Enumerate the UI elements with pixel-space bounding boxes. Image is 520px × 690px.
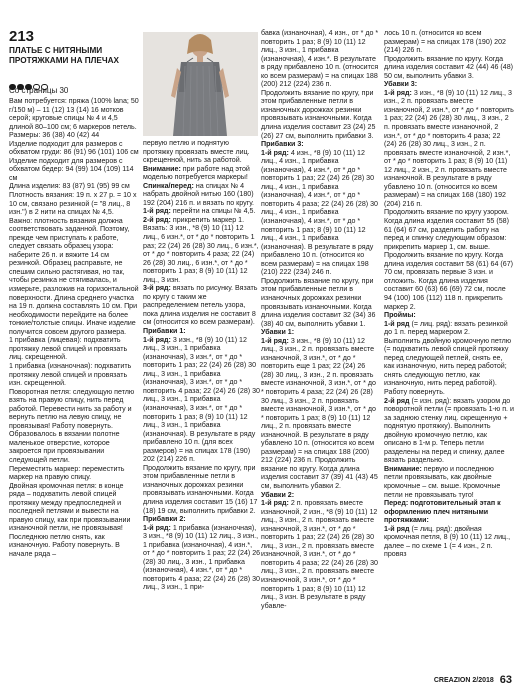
- pattern-number: 213: [9, 28, 35, 45]
- instruction-paragraph: 1-й ряд (= лиц. ряд): вязать резинкой до 1 п. перед маркером 2.: [384, 319, 508, 337]
- pattern-title: ПЛАТЬЕ С НИТЯНЫМИ ПРОТЯЖКАМИ НА ПЛЕЧАХ: [9, 46, 119, 65]
- instruction-paragraph: Изделие подходит для размеров с обхватом груди: 86 (91) 96 (101) 106 см: [9, 139, 139, 157]
- instruction-paragraph: Размеры: 36 (38) 40 (42) 44: [9, 131, 100, 140]
- instruction-paragraph: 1-й ряд (= лиц. ряд): двойная кромочная петля, 8 (9) 10 (11) 12 лиц., далее – по схеме 1 (= 4 изн., 2 п. провяз: [384, 524, 511, 559]
- instruction-paragraph: Прибавки 2:: [143, 515, 186, 524]
- instruction-paragraph: Перед: подготовительный этап к оформлению плеч нитяными протяжками:: [384, 499, 501, 525]
- instruction-paragraph: 1-й ряд: 3 изн., *8 (9) 10 (11) 12 лиц., 3 изн., 2 п. провязать вместе изнаночной, 2 изн.*, от * до * повторить 1 раз; 22 (24) 26 (28) 30 лиц., 3 изн., 2 п. провязать вместе изнаночной, 2 изн.*, от * до * повторить 4 раза; 22 (24) 26 (28) 30 лиц., 3 изн., 2 п. провязать вместе изнаночной, 2 изн.*, от * до * повторить 1 раз; 8 (9) 10 (11) 12 лиц., 2 изн., 2 п. провязать вместе изнаночной. В результате в ряду убавлено 10 п. (относится ко всем размерам) = на спицах 168 (180) 192 (204) 216 п.: [384, 88, 514, 208]
- instruction-paragraph: Продолжить вязание по кругу, при этом прибавленные петли в изнаночных дорожках резинки провязывать изнаночными. Когда длина изделия составит 32 (34) 36 (38) 40 см, выполнить убавки 1.: [261, 276, 376, 328]
- instruction-paragraph: Убавки 1:: [261, 328, 295, 337]
- instruction-paragraph: 2-й ряд (= изн. ряд): вязать узором до поворотной петли (= провязать 1-ю п. и за заднюю стенку лиц. скрещенную + поднятую протяжку). Выполнить двойную кромочную петлю, как описано в 1-м р. Теперь петли разделены на перед и спинку, далее вязать раздельно.: [384, 396, 514, 465]
- instruction-paragraph: Внимание: при работе над этой моделью потребуется маркеры!: [143, 164, 250, 182]
- instruction-paragraph: Продолжить вязание по кругу узором. Когда длина изделия составит 55 (58) 61 (64) 67 см, разделить работу на перед и спинку следующим образом: прикрепить маркер 1, см. выше.: [384, 208, 509, 251]
- instruction-paragraph: Выполнить двойную кромочную петлю (= подхватить левой спицей протяжку перед следующей петлей, снять ее, как изнаночную, нить перед работой; снять следующую петлю, как изнаночную, нить перед работой). Работу повернуть.: [384, 336, 512, 396]
- instructions-column-3: [261, 29, 379, 674]
- instruction-paragraph: 1-й ряд: 1 прибавка (изнаночная), 3 изн., *8 (9) 10 (11) 12 лиц., 3 изн., 1 прибавка (изнаночная), 4 изн.*, от * до * повторить 1 раз; 22 (24) 26 (28) 30 лиц., 3 изн., 1 прибавка (изнаночная), 4 изн.*, от * до * повторить 4 раза; 22 (24) 26 (28) 30 лиц., 3 изн., 1 при-: [143, 523, 261, 592]
- instruction-paragraph: Внимание: первую и последнюю петли провязывать, как двойные кромочные – см. выше. Кромочные петли не провязывать туго!: [384, 464, 501, 499]
- instruction-paragraph: Убавки 2:: [261, 490, 295, 499]
- instruction-paragraph: Изделие подходит для размеров с обхватом бедер: 94 (99) 104 (109) 114 см: [9, 156, 134, 182]
- instruction-paragraph: Двойная кромочная петля: в конце ряда – подхватить левой спицей протяжку между предпоследней и последней петлями и вывести на правую спицу, как при провязывании изнаночной петли, не провязывая! Последнюю петлю снять, как изнаночную. Работу повернуть. В начале ряда –: [9, 481, 131, 558]
- instruction-paragraph: Вам потребуется: пряжа (100% lana; 50 г/150 м) – 11 (12) 13 (14) 16 мотков серой; круговые спицы № 4 и 4,5 длиной 80–100 см; 6 маркеров петель.: [9, 97, 139, 131]
- instruction-paragraph: первую петлю и поднятую протяжку провязать вместе лиц. скрещенной, нить за работой.: [143, 139, 250, 165]
- instructions-column-2: [143, 139, 261, 674]
- page-number: 63: [499, 674, 512, 686]
- dress-illustration-icon: [143, 32, 258, 136]
- instruction-paragraph: 1-й ряд: 3 изн., *8 (9) 10 (11) 12 лиц., 3 изн., 1 прибавка (изнаночная), 3 изн.*, от * до * повторить 1 раз; 22 (24) 26 (28) 30 лиц., 3 изн., 1 прибавка (изнаночная), 3 изн.*, от * до * повторить 4 раза; 22 (24) 26 (28) 30 лиц., 3 изн., 1 прибавка (изнаночная), 3 изн.*, от * до * повторить 1 раз; 8 (9) 10 (11) 12 лиц., 3 изн., 1 прибавка (изнаночная). В результате в ряду прибавлено 10 п. (для всех размеров) = на спицах 178 (190) 202 (214) 226 п.: [143, 335, 260, 464]
- instruction-paragraph: Прибавки 3:: [261, 140, 304, 149]
- instruction-paragraph: 1 прибавка (изнаночная): подхватить протяжку левой спицей и провязать изн. скрещенной.: [9, 361, 132, 388]
- instruction-paragraph: Проймы:: [384, 311, 416, 320]
- instruction-paragraph: 1-й ряд: 4 изн., *8 (9) 10 (11) 12 лиц., 4 изн., 1 прибавка (изнаночная), 4 изн.*, от * до * повторить 1 раз; 22 (24) 26 (28) 30 лиц., 4 изн., 1 прибавка (изнаночная), 4 изн.*, от * до * повторить 4 раза; 22 (24) 26 (28) 30 лиц., 4 изн., 1 прибавка (изнаночная), 4 изн.*, от * до * повторить 1 раз; 8 (9) 10 (11) 12 лиц., 4 изн., 1 прибавка (изнаночная). В результате в ряду прибавлено 10 п. (относится ко всем размерам) = на спицах 198 (210) 222 (234) 246 п.: [261, 148, 378, 277]
- materials-column: [9, 97, 139, 674]
- instructions-column-4: [384, 29, 514, 674]
- instruction-paragraph: Переместить маркер: переместить маркер на правую спицу.: [9, 464, 125, 482]
- instruction-paragraph: Прибавки 1:: [143, 327, 186, 336]
- instruction-paragraph: 1-й ряд: перейти на спицы № 4,5.: [143, 207, 256, 216]
- page-footer: [434, 675, 512, 686]
- instruction-paragraph: Продолжить вязание по кругу. Когда длина изделия составит 42 (44) 46 (48) 50 см, выполнить убавки 3.: [384, 54, 514, 80]
- instruction-paragraph: Спинка/перед: на спицах № 4 набрать двойной нитью 160 (180) 192 (204) 216 п. и вязать по кругу.: [143, 181, 255, 207]
- instruction-paragraph: 3-й ряд: вязать по рисунку. Вязать по кругу с таким же распределением петель узора, пока длина изделия не составит 8 см (относится ко всем размерам).: [143, 284, 258, 327]
- instruction-paragraph: Продолжить вязание по кругу. Когда длина изделия составит 58 (61) 64 (67) 70 см, провязать первые 3 изн. и отложить. Когда длина изделия составит 60 (63) 66 (69) 72 см, после 94 (100) 106 (112) 118 п. прикрепить маркер 2.: [384, 251, 514, 311]
- instruction-paragraph: 1 прибавка (лицевая): подхватить протяжку левой спицей и провязать лиц. скрещенной.: [9, 336, 128, 362]
- magazine-issue: CREAZION 2/2018: [433, 677, 494, 684]
- instruction-paragraph: 1-й ряд: 3 изн., *8 (9) 10 (11) 12 лиц., 3 изн., 2 п. провязать вместе изнаночной, 3 изн.*, от * до * повторить еще 1 раз; 22 (24) 26 (28) 30 лиц., 3 изн., 2 п. провязать вместе изнаночной, 3 изн.*, от * до * повторить 4 раза; 22 (24) 26 (28) 30 лиц., 3 изн., 2 п. провязать вместе изнаночной, 3 изн.*, от * до * повторить 1 раз; 8 (9) 10 (11) 12 лиц., 2 п. провязать вместе изнаночной. В результате в ряду убавлено 10 п. (относится ко всем размерам) = на спицах 188 (200) 212 (224) 236 п. Продолжить вязание по кругу. Когда длина изделия составит 37 (39) 41 (43) 45 см, выполнить убавки 2.: [261, 336, 378, 490]
- source-reference: Со страницы 30: [9, 86, 69, 95]
- garment-photo: [143, 32, 258, 136]
- instruction-paragraph: 1-й ряд: 2 п. провязать вместе изнаночной, 2 изн., *8 (9) 10 (11) 12 лиц., 3 изн., 2 п. провязать вместе изнаночной, 3 изн.*, от * до * повторить 1 раз; 22 (24) 26 (28) 30 лиц., 3 изн., 2 п. провязать вместе изнаночной, 3 изн.*, от * до * повторить 4 раза; 22 (24) 26 (28) 30 лиц., 3 изн., 2 п. провязать вместе изнаночной, 3 изн.*, от * до * повторить 1 раз; 8 (9) 10 (11) 12 лиц., 3 изн. В результате в ряду убавле-: [261, 499, 378, 610]
- instruction-paragraph: Поворотная петля: следующую петлю взять на правую спицу, нить перед работой. Перевести нить за работу и вернуть петлю на левую спицу, не провязывая! Работу повернуть. Образовалось в вязании полотне маленькое отверстие, которое закроется при провязывании следующей петли.: [9, 387, 135, 464]
- instruction-paragraph: Длина изделия: 83 (87) 91 (95) 99 см: [9, 182, 130, 191]
- instruction-paragraph: Продолжить вязание по кругу, при этом прибавленные петли в изнаночных дорожках резинки провязывать изнаночными. Когда длина изделия составит 15 (16) 17 (18) 19 см, выполнить прибавки 2.: [143, 463, 258, 515]
- instruction-paragraph: Важно: плотность вязания должна соответствовать заданной. Поэтому, прежде чем приступать к работе, следует связать образец узора: наберите 26 п. и вяжите 14 см резинкой. Образец расправьте, не спешим сильно растягивая, но так, чтобы резинка не стягивалась, и измерьте, разложив на горизонтальной поверхности. Длина среднего участка на 19 п. должна составлять 10 см. При необходимости перейдите на более тонкие/толстые спицы. Иначе изделие получится совсем другого размера.: [9, 216, 139, 336]
- instruction-paragraph: Убавки 3:: [384, 80, 418, 89]
- instruction-paragraph: бавка (изнаночная), 4 изн., от * до * повторить 1 раз; 8 (9) 10 (11) 12 лиц., 3 изн., 1 прибавка (изнаночная), 4 изн.*. В результате в ряду прибавлено 10 п. (относится ко всем размерам) = на спицах 188 (200) 212 (224) 236 п.: [261, 29, 379, 89]
- instruction-paragraph: 2-й ряд: прикрепить маркер 1. Вязать: 3 изн., *8 (9) 10 (11) 12 лиц., 6 изн.*, от * до * повторить 1 раз; 22 (24) 26 (28) 30 лиц., 6 изн.*, от * до * повторить 4 раза; 22 (24) 26 (28) 30 лиц., 6 изн.*, от * до * повторить 1 раз; 8 (9) 10 (11) 12 лиц., 3 изн.: [143, 215, 259, 284]
- instruction-paragraph: Продолжить вязание по кругу, при этом прибавленные петли в изнаночных дорожках резинки провязывать изнаночными. Когда длина изделия составит 23 (24) 25 (26) 27 см, выполнить прибавки 3.: [261, 88, 376, 140]
- difficulty-rating: [9, 77, 69, 85]
- instruction-paragraph: лось 10 п. (относится ко всем размерам) = на спицах 178 (190) 202 (214) 226 п.: [384, 29, 506, 55]
- instruction-paragraph: Плотность вязания: 19 п. х 27 р. = 10 х 10 см, связано резинкой (= "8 лиц., 8 изн.") в 2 нити на спицах № 4,5.: [9, 191, 137, 217]
